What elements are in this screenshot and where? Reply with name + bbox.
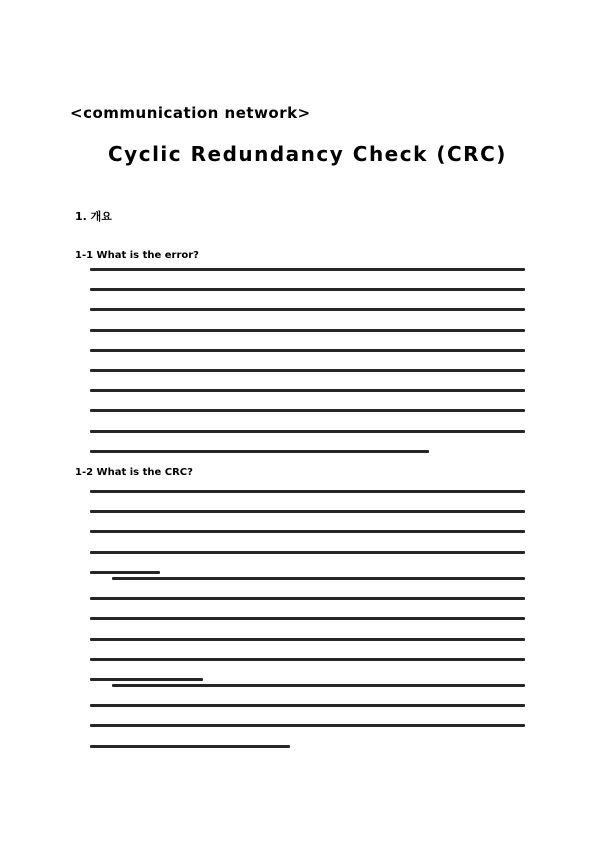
text-line [90, 530, 525, 533]
document-title: Cyclic Redundancy Check (CRC) [108, 142, 507, 166]
text-line [90, 288, 525, 291]
text-line [90, 369, 525, 372]
text-line [90, 268, 525, 271]
paragraph-error-1 [90, 268, 525, 470]
text-line [90, 724, 525, 727]
text-line [90, 510, 525, 513]
text-line [90, 551, 525, 554]
paragraph-crc-1 [90, 490, 525, 591]
text-line [90, 349, 525, 352]
subsection-heading-error: 1-1 What is the error? [75, 250, 199, 261]
text-line [112, 577, 525, 580]
paragraph-crc-3 [90, 684, 525, 765]
subsection-heading-crc: 1-2 What is the CRC? [75, 467, 193, 478]
text-line [90, 704, 525, 707]
text-line [90, 389, 525, 392]
text-line [90, 638, 525, 641]
text-line [90, 571, 160, 574]
text-line [112, 684, 525, 687]
text-line [90, 308, 525, 311]
section-heading: 1. 개요 [75, 210, 112, 223]
text-line [90, 745, 290, 748]
text-line [90, 617, 525, 620]
text-line [90, 597, 525, 600]
paragraph-crc-2 [90, 577, 525, 698]
text-line [90, 490, 525, 493]
text-line [90, 430, 525, 433]
text-line [90, 409, 525, 412]
text-line [90, 329, 525, 332]
text-line [90, 658, 525, 661]
text-line [90, 678, 203, 681]
text-line [90, 450, 429, 453]
document-header: <communication network> [70, 104, 311, 122]
